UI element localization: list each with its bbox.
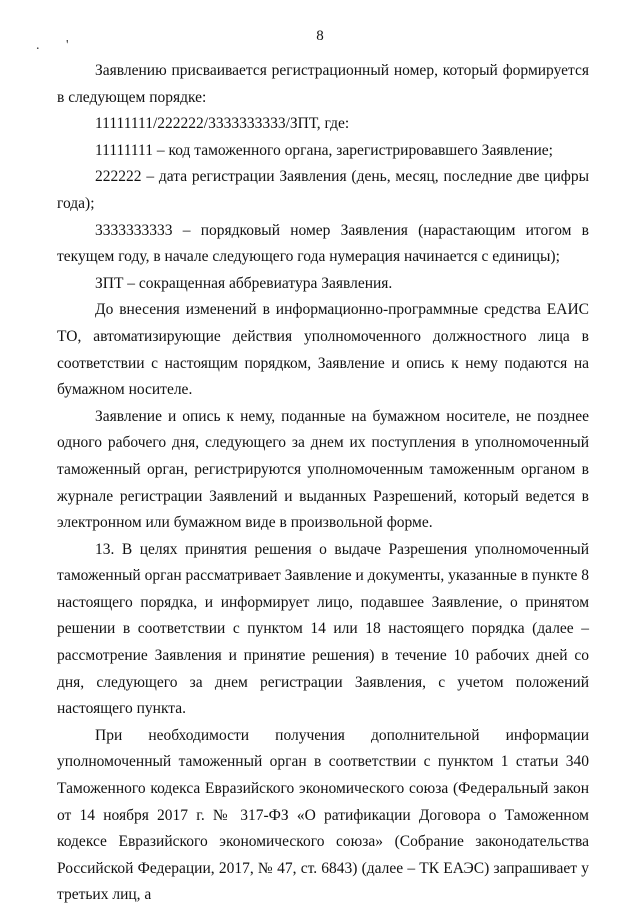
paragraph-sequence-number: 3333333333 – порядковый номер Заявления (нарастающим итогом в текущем году, в начале следующего года нумерация начинается с единицы); <box>57 221 589 266</box>
paragraph-item-13: 13. В целях принятия решения о выдаче Разрешения уполномоченный таможенный орган рассматривает Заявление и документы, указанные в пункте 8 настоящего порядка, и информирует лицо, подавшее Заявление, о принятом решении в соответствии с пунктом 14 или 18 настоящего порядка (далее – рассмотрение Заявления и принятие решения) в течение 10 рабочих дней со дня, следующего за днем регистрации Заявления, с учетом положений настоящего пункта. <box>57 540 589 718</box>
paragraph-registration-number: Заявлению присваивается регистрационный номер, который формируется в следующем порядке: <box>57 62 589 106</box>
paragraph-paper-registration: Заявление и опись к нему, поданные на бумажном носителе, не позднее одного рабочего дня, следующего за днем их поступления в уполномоченный таможенный орган, регистрируются уполномоченным таможенным органом в журнале регистрации Заявлений и выданных Разрешений, который ведется в электронном или бумажном виде в произвольной форме. <box>57 407 589 532</box>
page-number: 8 <box>316 28 324 44</box>
document-body <box>57 58 589 909</box>
paragraph-abbreviation: ЗПТ – сокращенная аббревиатура Заявления. <box>95 274 393 292</box>
paragraph-registration-date: 222222 – дата регистрации Заявления (день, месяц, последние две цифры года); <box>57 168 589 212</box>
paragraph-additional-info: При необходимости получения дополнительной информации уполномоченный таможенный орган в соответствии с пунктом 1 статьи 340 Таможенного кодекса Евразийского экономического союза (Федеральный закон от 14 ноября 2017 г. № 317-ФЗ «О ратификации Договора о Таможенном кодексе Евразийского экономического союза» (Собрание законодательства Российской Федерации, 2017, № 47, ст. 6843) (далее – ТК ЕАЭС) запрашивает у третьих лиц, а <box>57 726 589 904</box>
scan-mark-right: ' <box>66 38 69 53</box>
scan-mark-left: . <box>36 38 40 53</box>
paragraph-customs-code: 11111111 – код таможенного органа, зарегистрировавшего Заявление; <box>95 141 553 159</box>
paragraph-paper-submission: До внесения изменений в информационно-программные средства ЕАИС ТО, автоматизирующие действия уполномоченного должностного лица в соответствии с настоящим порядком, Заявление и опись к нему подаются на бумажном носителе. <box>57 301 589 399</box>
paragraph-number-format: 11111111/222222/3333333333/ЗПТ, где: <box>95 115 350 133</box>
